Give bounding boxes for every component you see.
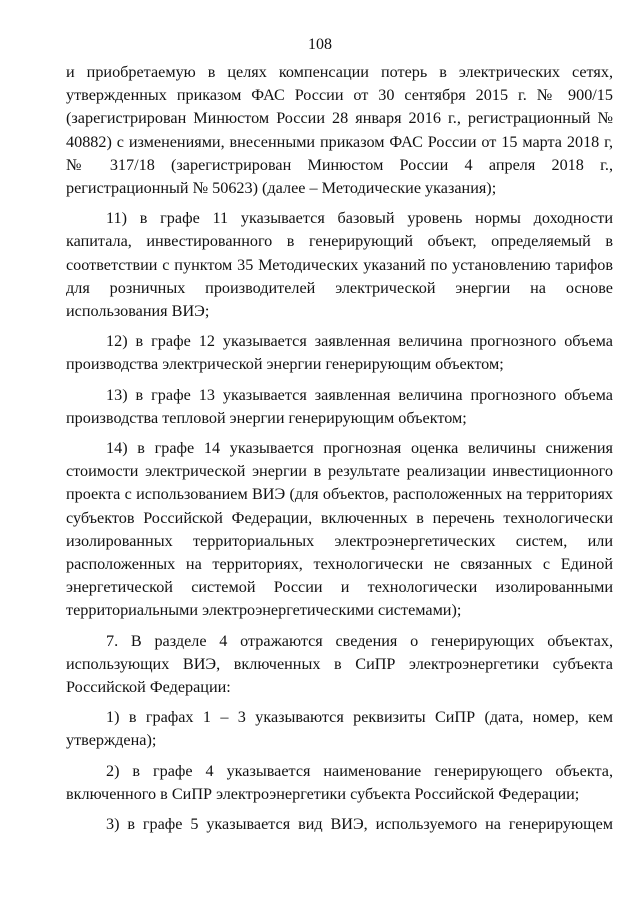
paragraph-continuation: и приобретаемую в целях компенсации потерь в электрических сетях, утвержденных приказом ФАС России от 30 сентября 2015 г. № 900/15 (зарегистрирован Минюстом России 28 января 2016 г., регистрационный № 40882) с изменениями, внесенными приказом ФАС России от 15 марта 2018 г, № 317/18 (зарегистрирован Минюстом России 4 апреля 2018 г., регистрационный № 50623) (далее – Методические указания);	[66, 63, 613, 198]
page-number: 108	[308, 36, 332, 53]
paragraph-section-7: 7. В разделе 4 отражаются сведения о генерирующих объектах, использующих ВИЭ, включенных в СиПР электроэнергетики субъекта Российской Федерации:	[66, 631, 613, 697]
paragraph-item-13: 13) в графе 13 указывается заявленная величина прогнозного объема производства тепловой энергии генерирующим объектом;	[66, 385, 613, 427]
paragraph-item-11: 11) в графе 11 указывается базовый уровень нормы доходности капитала, инвестированного в генерирующий объект, определяемый в соответствии с пунктом 35 Методических указаний по установлению тарифов для розничных производителей электрической энергии на основе использования ВИЭ;	[66, 209, 613, 321]
paragraph-item-14: 14) в графе 14 указывается прогнозная оценка величины снижения стоимости электрической энергии в результате реализации инвестиционного проекта с использованием ВИЭ (для объектов, расположенных на территориях субъектов Российской Федерации, включенных в перечень технологически изолированных территориальных электроэнергетических систем, или расположенных на территориях, технологически не связанных с Единой энергетической системой России и технологически изолированными территориальными электроэнергетическими системами);	[66, 439, 613, 620]
paragraph-item-12: 12) в графе 12 указывается заявленная величина прогнозного объема производства электрической энергии генерирующим объектом;	[66, 332, 613, 374]
document-body	[66, 61, 613, 843]
paragraph-item-1: 1) в графах 1 – 3 указываются реквизиты СиПР (дата, номер, кем утверждена);	[66, 708, 613, 750]
paragraph-item-3: 3) в графе 5 указывается вид ВИЭ, используемого на генерирующем	[106, 815, 613, 834]
paragraph-item-2: 2) в графе 4 указывается наименование генерирующего объекта, включенного в СиПР электроэнергетики субъекта Российской Федерации;	[66, 761, 613, 803]
